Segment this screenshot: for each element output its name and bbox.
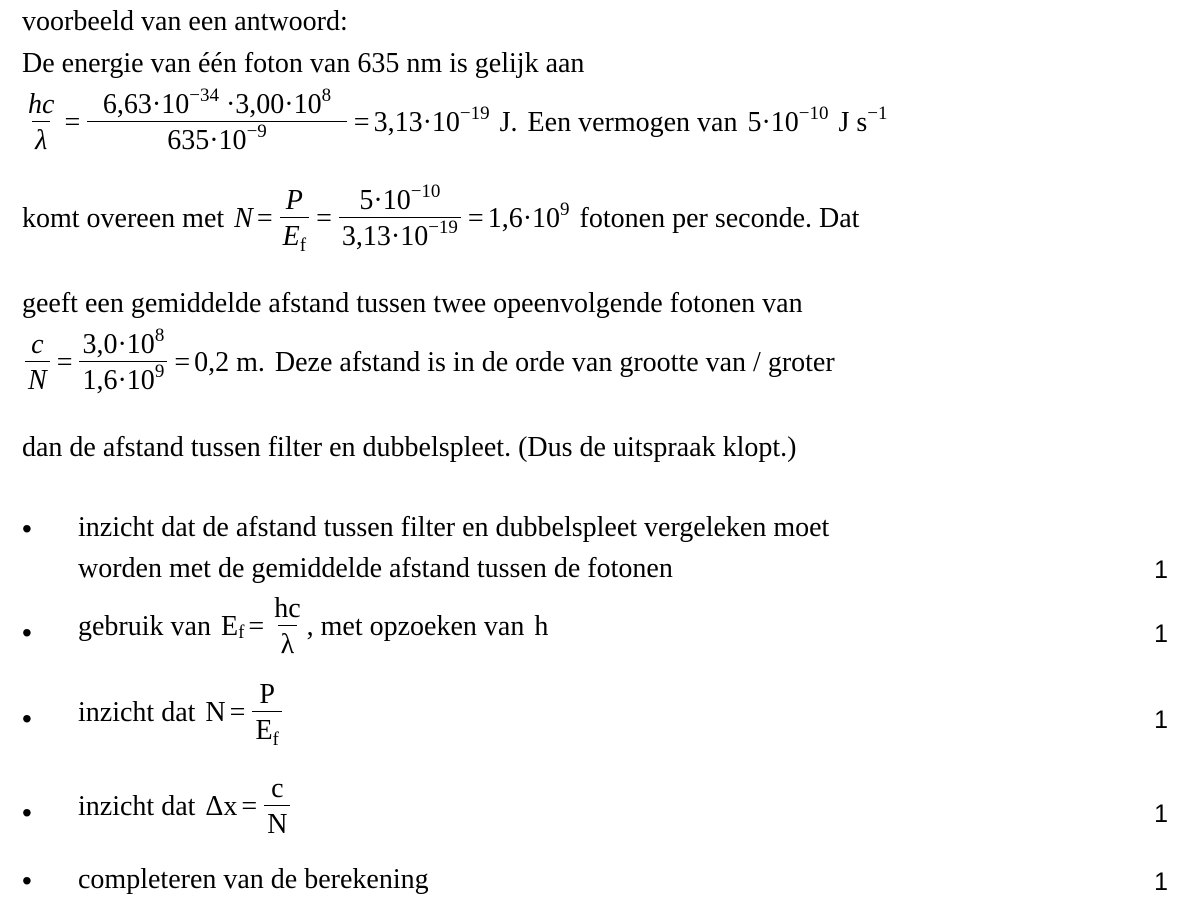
count-result: $1,6\cdot 10^9$ [487, 198, 570, 234]
power-unit: J $s^{-1}$ [838, 102, 888, 138]
conclusion-line: dan de afstand tussen filter en dubbelspleet. (Dus de uitspraak klopt.) [22, 432, 797, 463]
c-over-n: $\frac{c}{N}$ [25, 330, 50, 396]
criterion-score: 1 [1154, 800, 1168, 828]
count-fraction: $\frac{5\cdot 10^{-10}}{3,13\cdot 10^{-19}}$ [339, 186, 461, 252]
criterion-score: 1 [1154, 620, 1168, 648]
photon-energy-equation: $\frac{hc}{\lambda}$ = $\frac{6,63\cdot 10^{-34} \cdot 3,00\cdot 10^8}{635\cdot 10^{-9}}$ = $3,13\cdot 10^{-19}$ J. Een vermogen van $5\cdot 10^{-10}$ J $s^{-1}$ [22, 90, 888, 156]
energy-unit: J. [499, 106, 518, 138]
distance-equation: $\frac{c}{N}$ = $\frac{3,0\cdot 10^8}{1,6\cdot 10^9}$ = 0,2 m. Deze afstand is in de orde van grootte van / groter [22, 330, 835, 396]
criterion-score: 1 [1154, 556, 1168, 584]
power-text: Een vermogen van [527, 106, 738, 138]
intro-line: voorbeeld van een antwoord: [22, 6, 348, 37]
criterion-score: 1 [1154, 706, 1168, 734]
distance-result: 0,2 m. [194, 346, 265, 378]
p-over-ef: $\frac{P}{E_f}$ [280, 186, 309, 252]
distance-line: geeft een gemiddelde afstand tussen twee opeenvolgende fotonen van [22, 288, 803, 319]
power-value: $5\cdot 10^{-10}$ [747, 102, 829, 138]
hc-over-lambda: $\frac{hc}{\lambda}$ [28, 89, 55, 157]
criterion-score: 1 [1154, 868, 1168, 896]
energy-fraction: $\frac{6,63\cdot 10^{-34} \cdot 3,00\cdot 10^8}{635\cdot 10^{-9}}$ [87, 90, 347, 156]
energy-result: $3,13\cdot 10^{-19}$ [373, 102, 490, 138]
photon-count-equation: komt overeen met N = $\frac{P}{E_f}$ = $\frac{5\cdot 10^{-10}}{3,13\cdot 10^{-19}}$ = $1,6\cdot 10^9$ fotonen per seconde. Dat [22, 181, 860, 257]
distance-fraction: $\frac{3,0\cdot 10^8}{1,6\cdot 10^9}$ [79, 330, 167, 396]
energy-line: De energie van één foton van 635 nm is gelijk aan [22, 48, 585, 79]
